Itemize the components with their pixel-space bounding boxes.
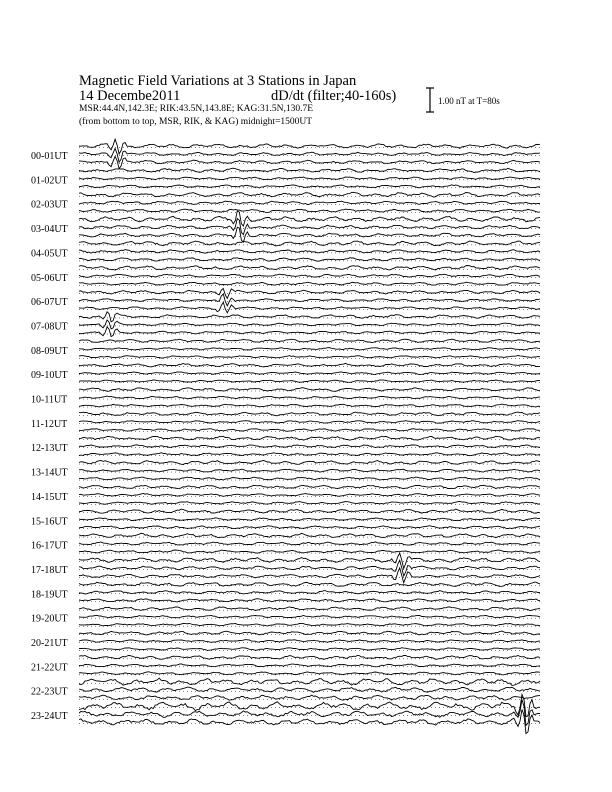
hour-label: 19-20UT <box>31 613 68 625</box>
hour-label: 21-22UT <box>31 662 68 674</box>
trace-rik <box>79 274 540 277</box>
hour-label: 00-01UT <box>31 151 68 162</box>
trace-kag <box>79 289 540 299</box>
trace-kag <box>79 241 540 246</box>
trace-rik <box>79 494 540 497</box>
trace-rik <box>79 518 540 521</box>
chart-date: 14 Decembe2011 <box>79 88 181 104</box>
trace-msr <box>79 429 540 432</box>
trace-kag <box>79 533 540 537</box>
trace-msr <box>79 209 540 212</box>
trace-rik <box>79 542 540 545</box>
station-coordinates: MSR:44.4N,142.3E; RIK:43.5N,143.8E; KAG:31.5N,130.7E <box>79 104 314 114</box>
trace-msr <box>79 623 540 626</box>
trace-kag <box>79 485 540 488</box>
trace-msr <box>79 648 540 651</box>
trace-rik <box>79 372 540 374</box>
trace-kag <box>79 655 540 659</box>
trace-kag <box>79 607 540 611</box>
trace-rik <box>79 664 540 667</box>
trace-rik <box>79 615 540 618</box>
trace-msr <box>79 157 540 169</box>
trace-msr <box>79 404 540 407</box>
trace-msr <box>79 672 540 675</box>
hour-label: 11-12UT <box>31 418 68 430</box>
trace-kag <box>79 266 540 271</box>
trace-rik <box>79 421 540 424</box>
trace-rik <box>79 219 540 235</box>
trace-msr <box>79 453 540 456</box>
trace-msr <box>79 502 540 505</box>
hour-label: 05-06UT <box>31 272 68 284</box>
trace-rik <box>79 469 540 472</box>
hour-label: 10-11UT <box>31 394 68 406</box>
trace-msr <box>79 302 540 313</box>
hour-label: 13-14UT <box>31 467 68 479</box>
trace-rik <box>79 320 540 329</box>
trace-msr <box>79 356 540 359</box>
trace-msr <box>79 258 540 262</box>
trace-msr <box>79 185 540 188</box>
trace-kag <box>79 460 540 464</box>
trace-msr <box>79 568 540 583</box>
trace-rik <box>79 640 540 643</box>
hour-label: 14-15UT <box>31 491 68 503</box>
hour-label: 15-16UT <box>31 516 68 528</box>
trace-rik <box>79 445 540 448</box>
trace-msr <box>79 380 540 382</box>
trace-rik <box>79 687 540 692</box>
hour-label: 22-23UT <box>31 686 68 698</box>
trace-msr <box>79 695 540 700</box>
trace-kag <box>79 363 540 367</box>
hour-label: 01-02UT <box>31 175 68 187</box>
trace-rik <box>79 201 540 205</box>
trace-kag <box>79 509 540 513</box>
trace-kag <box>79 192 540 197</box>
trace-rik <box>79 560 540 576</box>
scale-bar-label: 1.00 nT at T=80s <box>438 96 500 106</box>
station-order-note: (from bottom to top, MSR, RIK, & KAG) midnight=1500UT <box>79 117 313 127</box>
chart-quantity: dD/dt (filter;40-160s) <box>271 88 397 104</box>
trace-rik <box>79 294 540 306</box>
trace-kag <box>79 139 540 154</box>
trace-rik <box>79 700 540 726</box>
hour-label: 04-05UT <box>31 248 68 260</box>
hour-label: 08-09UT <box>31 345 68 357</box>
trace-kag <box>79 582 540 586</box>
trace-msr <box>79 477 540 480</box>
hour-label: 09-10UT <box>31 370 68 382</box>
hour-label: 17-18UT <box>31 564 68 576</box>
scale-bar <box>426 88 434 112</box>
trace-kag <box>79 678 540 685</box>
chart-title: Magnetic Field Variations at 3 Stations in Japan <box>79 73 357 89</box>
trace-kag <box>79 312 540 322</box>
trace-kag <box>79 339 540 342</box>
trace-msr <box>79 282 540 285</box>
trace-msr <box>79 550 540 553</box>
trace-msr <box>79 526 540 529</box>
hour-label: 23-24UT <box>31 711 68 723</box>
hour-label: 03-04UT <box>31 224 68 236</box>
trace-msr <box>79 227 540 242</box>
trace-kag <box>79 436 540 440</box>
trace-kag <box>79 631 540 635</box>
hour-label: 20-21UT <box>31 638 68 649</box>
trace-rik <box>79 396 540 399</box>
trace-kag <box>79 168 540 172</box>
trace-msr <box>79 599 540 602</box>
trace-kag <box>79 388 540 392</box>
hour-label: 06-07UT <box>31 297 68 309</box>
trace-kag <box>79 412 540 416</box>
trace-rik <box>79 348 540 350</box>
trace-rik <box>79 250 540 254</box>
hour-label: 02-03UT <box>31 199 68 211</box>
trace-rik <box>79 591 540 594</box>
hour-label: 12-13UT <box>31 443 68 455</box>
trace-msr <box>79 327 540 337</box>
hour-label: 07-08UT <box>31 321 68 333</box>
hour-label: 18-19UT <box>31 589 68 601</box>
trace-rik <box>79 177 540 180</box>
trace-kag <box>79 211 540 226</box>
hour-label: 16-17UT <box>31 540 68 552</box>
